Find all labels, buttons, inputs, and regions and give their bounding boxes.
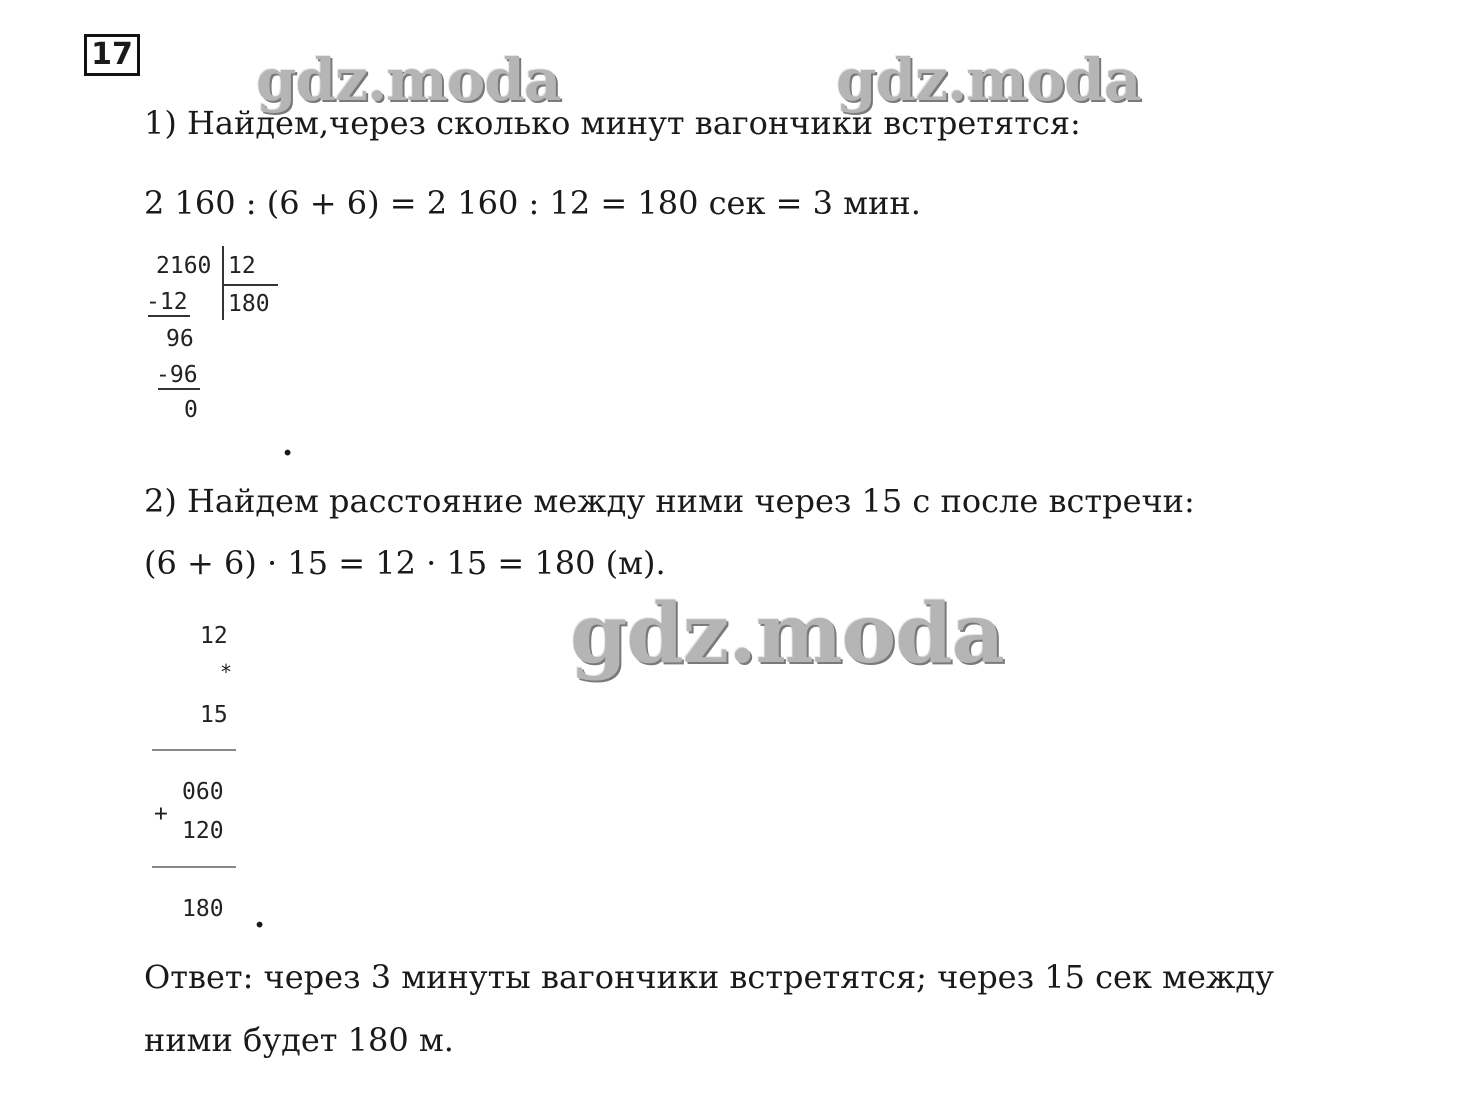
division-dividend: 2160 (156, 253, 212, 279)
answer-line-2: ними будет 180 м. (144, 1021, 454, 1059)
division-vertical-bar (222, 246, 224, 320)
multiplication-partial-2: 120 (182, 818, 224, 844)
column-multiplication (150, 620, 250, 920)
watermark-logo: gdz.moda (836, 46, 1141, 114)
step2-equation: (6 + 6) · 15 = 12 · 15 = 180 (м). (144, 544, 666, 582)
multiplication-line-1 (152, 749, 236, 751)
division-quotient: 180 (228, 291, 270, 317)
division-remainder-1: 96 (166, 326, 194, 352)
watermark-logo: gdz.moda (256, 46, 561, 114)
division-underline-2 (158, 388, 200, 390)
multiplication-partial-1: 060 (182, 779, 224, 805)
division-end-dot: . (282, 425, 294, 463)
watermark-logo: gdz.moda (570, 586, 1004, 682)
division-remainder-2: 0 (184, 397, 198, 423)
multiplication-result: 180 (182, 896, 224, 922)
division-divisor: 12 (228, 253, 256, 279)
step2-heading: 2) Найдем расстояние между ними через 15 с после встречи: (144, 482, 1195, 520)
multiplication-plus: + (154, 801, 168, 827)
division-divisor-underline (224, 284, 278, 286)
division-subtrahend-1: -12 (146, 289, 188, 315)
multiplication-top: 12 (200, 623, 228, 649)
division-subtrahend-2: -96 (156, 362, 198, 388)
multiplication-bottom: 15 (200, 702, 228, 728)
step1-heading: 1) Найдем,через сколько минут вагончики встретятся: (144, 104, 1081, 142)
step1-equation: 2 160 : (6 + 6) = 2 160 : 12 = 180 сек = 3 мин. (144, 184, 921, 222)
multiplication-operator: * (220, 660, 233, 684)
long-division (144, 250, 294, 430)
multiplication-end-dot: . (254, 897, 266, 935)
answer-line-1: Ответ: через 3 минуты вагончики встретятся; через 15 сек между (144, 958, 1274, 996)
division-underline-1 (148, 315, 190, 317)
task-number: 17 (84, 34, 140, 76)
multiplication-line-2 (152, 866, 236, 868)
